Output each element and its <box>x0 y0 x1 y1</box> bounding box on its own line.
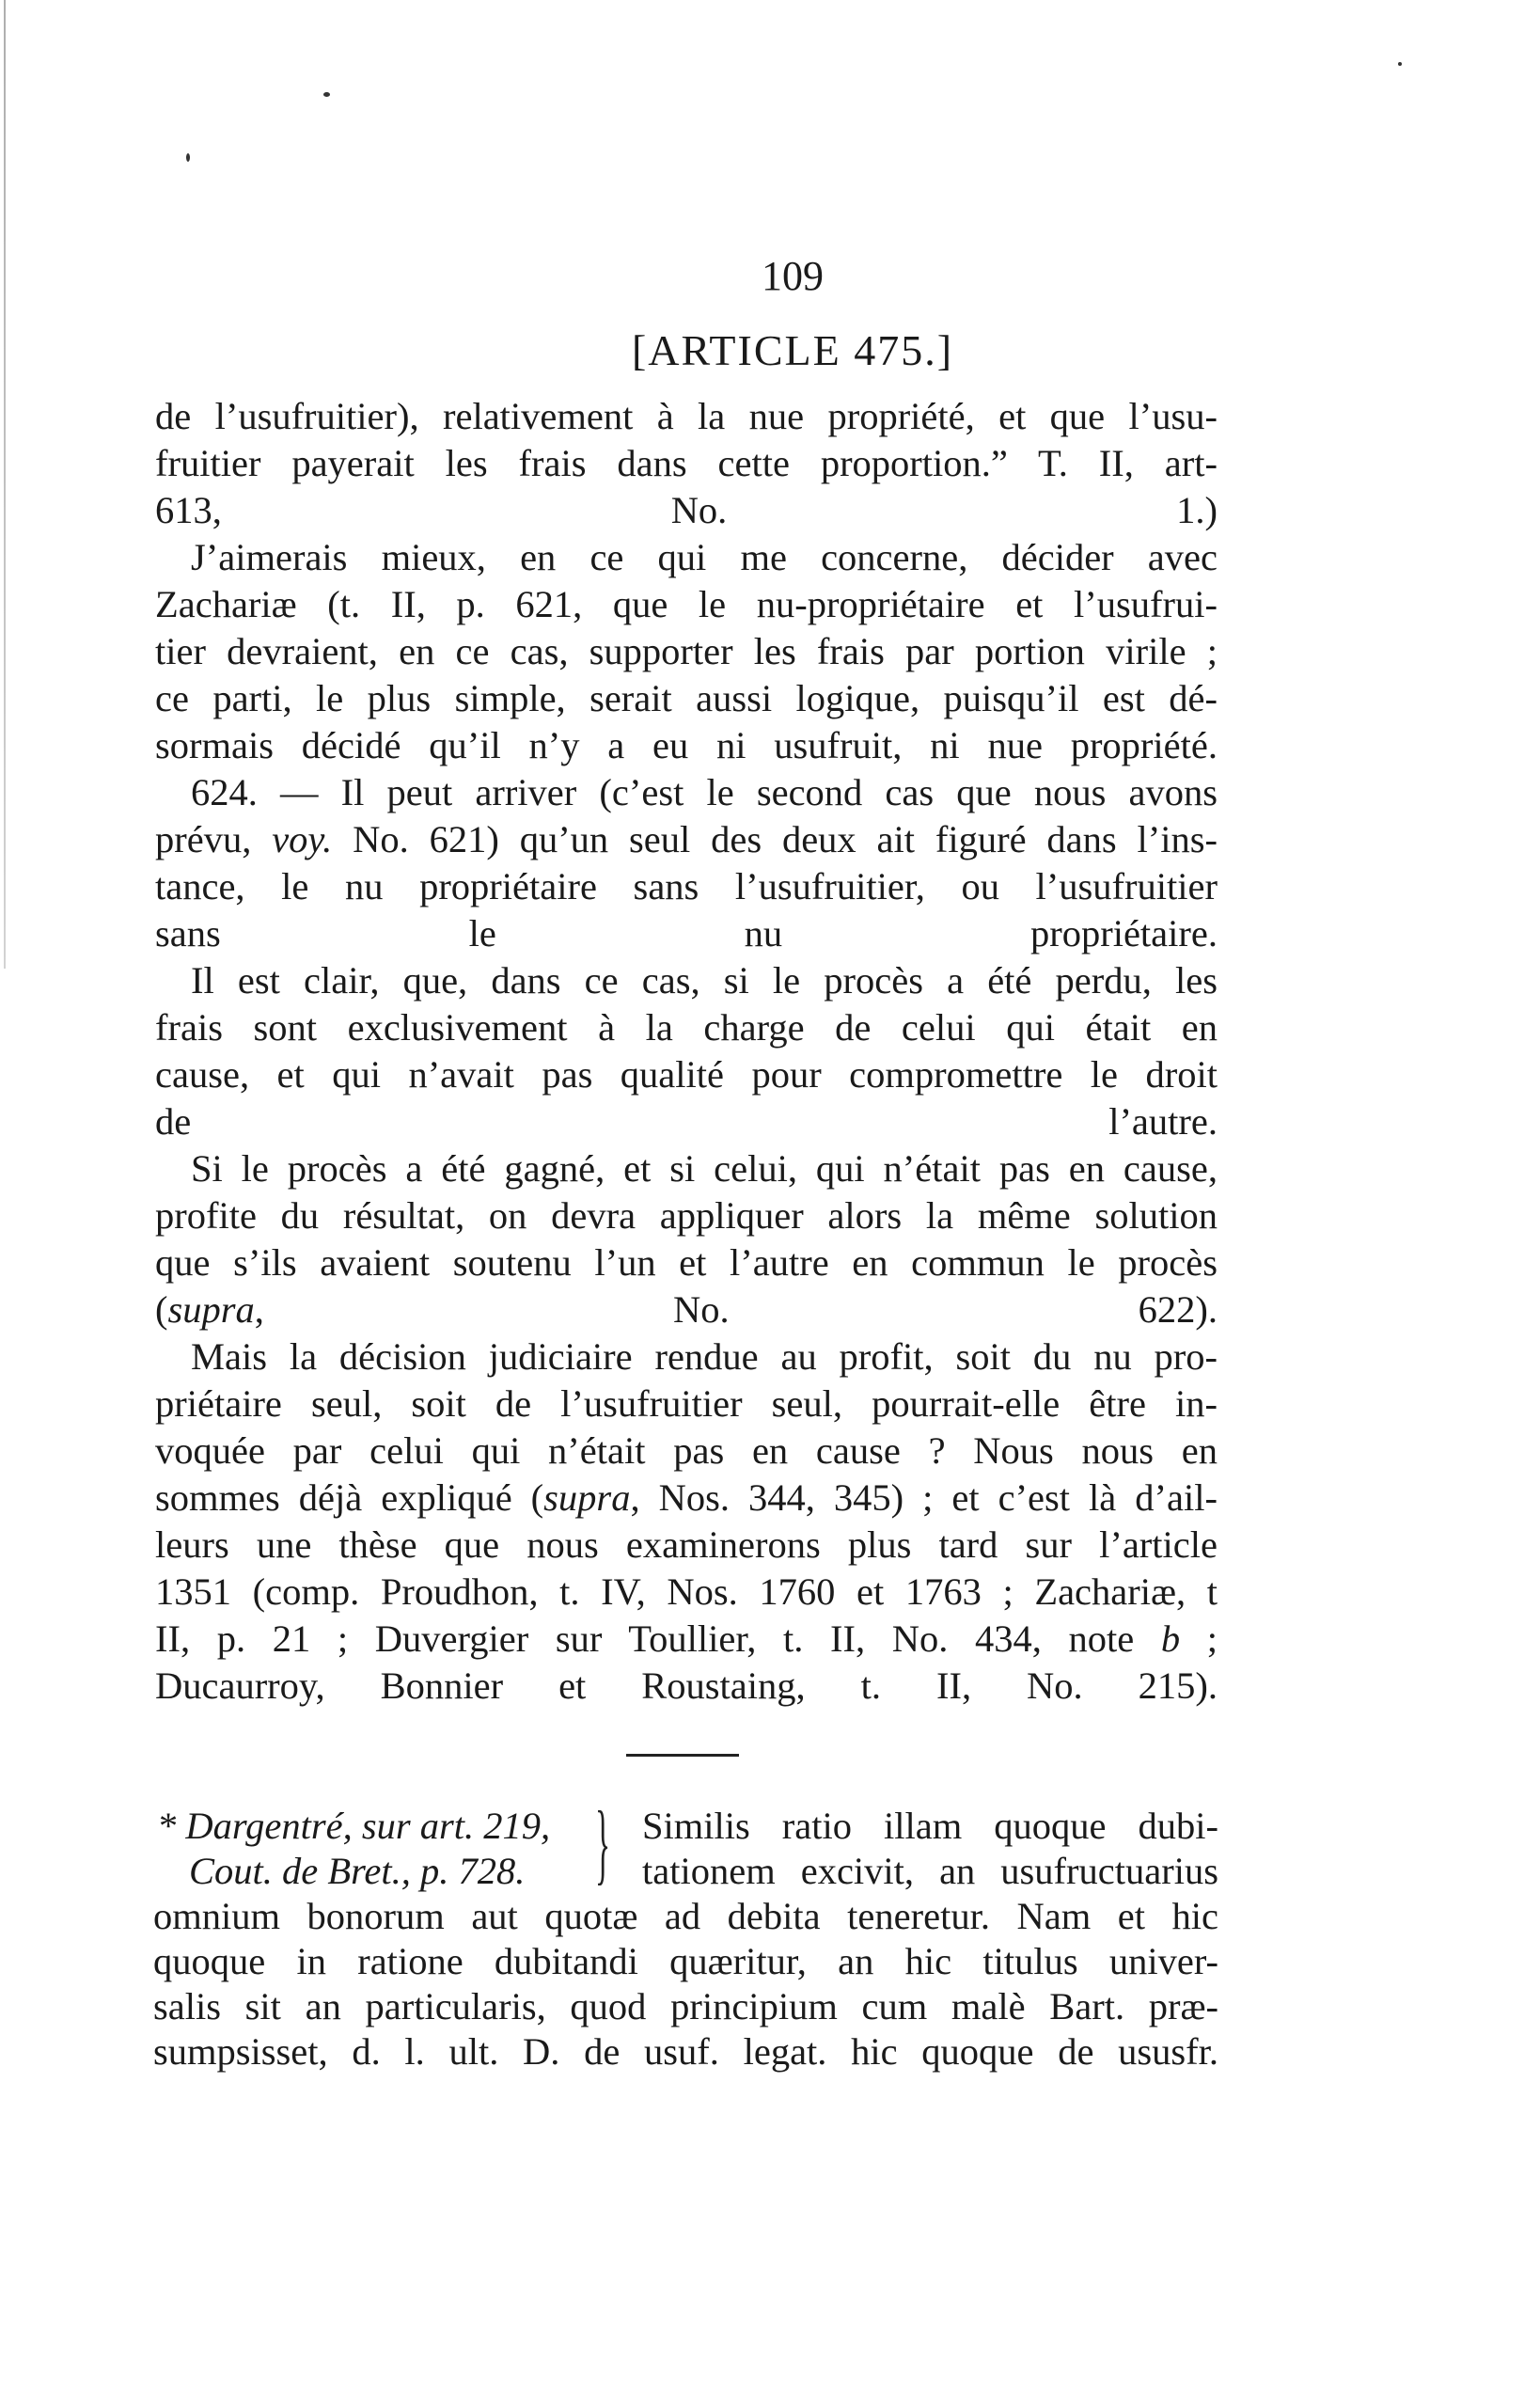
text-line: J’aimerais mieux, en ce qui me concerne, décider avec <box>191 536 1218 578</box>
text-run: ; <box>1180 1617 1218 1660</box>
text-line: quoque in ratione dubitandi quæritur, an hic titulus univer- <box>153 1940 1218 1982</box>
text-run: , Nos. 344, 345) ; et c’est là d’ail- <box>630 1476 1218 1519</box>
text-line: sormais décidé qu’il n’y a eu ni usufruit, ni nue propriété. <box>155 724 1218 766</box>
scan-speck <box>186 153 190 162</box>
text-line: omnium bonorum aut quotæ ad debita teneretur. Nam et hic <box>153 1895 1218 1937</box>
scan-speck <box>1398 62 1402 66</box>
text-run: II, p. 21 ; Duvergier sur Toullier, t. II, No. 434, note <box>155 1617 1161 1660</box>
citation-line: Cout. de Bret., p. 728. <box>189 1850 526 1892</box>
scan-speck <box>323 92 330 97</box>
italic-supra: supra <box>167 1288 255 1331</box>
text-line <box>155 1286 1218 1333</box>
paragraph-decision <box>155 1333 1218 1710</box>
text-run: , No. 622). <box>254 1288 1218 1331</box>
text-line: Mais la décision judiciaire rendue au profit, soit du nu pro- <box>191 1335 1218 1378</box>
footnote-head <box>153 1792 1218 1894</box>
text-line: tier devraient, en ce cas, supporter les frais par portion virile ; <box>155 630 1218 672</box>
text-line: priétaire seul, soit de l’usufruitier seul, pourrait-elle être in- <box>155 1382 1218 1425</box>
text-line: sumpsisset, d. l. ult. D. de usuf. legat. hic quoque de ususfr. <box>153 2030 1218 2073</box>
text-line: sans le nu propriétaire. <box>155 912 1218 954</box>
text-run: No. 621) qu’un seul des deux ait figuré dans l’ins- <box>332 818 1218 860</box>
section-divider <box>626 1754 739 1757</box>
footnote-quote-start <box>642 1804 1218 1894</box>
text-line: Il est clair, que, dans ce cas, si le procès a été perdu, les <box>191 959 1218 1002</box>
paragraph-624 <box>155 769 1218 957</box>
text-line: ce parti, le plus simple, serait aussi logique, puisqu’il est dé- <box>155 677 1218 719</box>
text-run: prévu, <box>155 818 273 860</box>
footnote-citation <box>153 1804 595 1894</box>
text-line: 613, No. 1.) <box>155 489 1218 531</box>
article-heading: [ARTICLE 475.] <box>631 326 954 374</box>
text-line: de l’autre. <box>155 1100 1218 1143</box>
paragraph-continuation <box>155 393 1218 534</box>
text-line: salis sit an particularis, quod principium cum malè Bart. præ- <box>153 1985 1218 2027</box>
text-line: 624. — Il peut arriver (c’est le second cas que nous avons <box>191 771 1218 813</box>
text-line <box>155 816 1218 863</box>
text-line: que s’ils avaient soutenu l’un et l’autre en commun le procès <box>155 1241 1218 1284</box>
text-line: Zachariæ (t. II, p. 621, que le nu-propriétaire et l’usufrui- <box>155 583 1218 625</box>
scan-edge-shadow <box>4 0 6 969</box>
text-line: tance, le nu propriétaire sans l’usufruitier, ou l’usufruitier <box>155 865 1218 907</box>
page-number: 109 <box>762 253 824 299</box>
text-line: voquée par celui qui n’était pas en cause ? Nous nous en <box>155 1429 1218 1472</box>
italic-supra: supra <box>543 1476 631 1519</box>
text-run: ( <box>155 1288 168 1331</box>
text-line: fruitier payerait les frais dans cette proportion.” T. II, art- <box>155 442 1218 484</box>
text-line: Si le procès a été gagné, et si celui, qui n’était pas en cause, <box>191 1147 1218 1190</box>
paragraph-clair <box>155 957 1218 1145</box>
paragraph-zachariae <box>155 534 1218 769</box>
text-line: frais sont exclusivement à la charge de celui qui était en <box>155 1006 1218 1049</box>
text-run: sommes déjà expliqué ( <box>155 1476 544 1519</box>
text-line: de l’usufruitier), relativement à la nue propriété, et que l’usu- <box>155 395 1218 437</box>
text-line: Ducaurroy, Bonnier et Roustaing, t. II, No. 215). <box>155 1664 1218 1707</box>
text-line: tationem excivit, an usufructuarius <box>642 1850 1218 1892</box>
citation-line: * Dargentré, sur art. 219, <box>157 1805 551 1847</box>
text-line <box>155 1475 1218 1522</box>
text-line: Similis ratio illam quoque dubi- <box>642 1805 1218 1847</box>
paragraph-gagne <box>155 1145 1218 1333</box>
italic-voy: voy. <box>272 818 333 860</box>
footnote <box>153 1792 1218 2074</box>
text-line: leurs une thèse que nous examinerons plus tard sur l’article <box>155 1523 1218 1566</box>
main-text <box>155 393 1218 1710</box>
brace-glyph: } <box>595 1792 611 1893</box>
text-line: cause, et qui n’avait pas qualité pour compromettre le droit <box>155 1053 1218 1096</box>
text-line: profite du résultat, on devra appliquer alors la même solution <box>155 1194 1218 1237</box>
italic-b: b <box>1160 1617 1181 1660</box>
footnote-body <box>153 1894 1218 2074</box>
text-line <box>155 1616 1218 1663</box>
text-line: 1351 (comp. Proudhon, t. IV, Nos. 1760 et 1763 ; Zachariæ, t <box>155 1570 1218 1613</box>
